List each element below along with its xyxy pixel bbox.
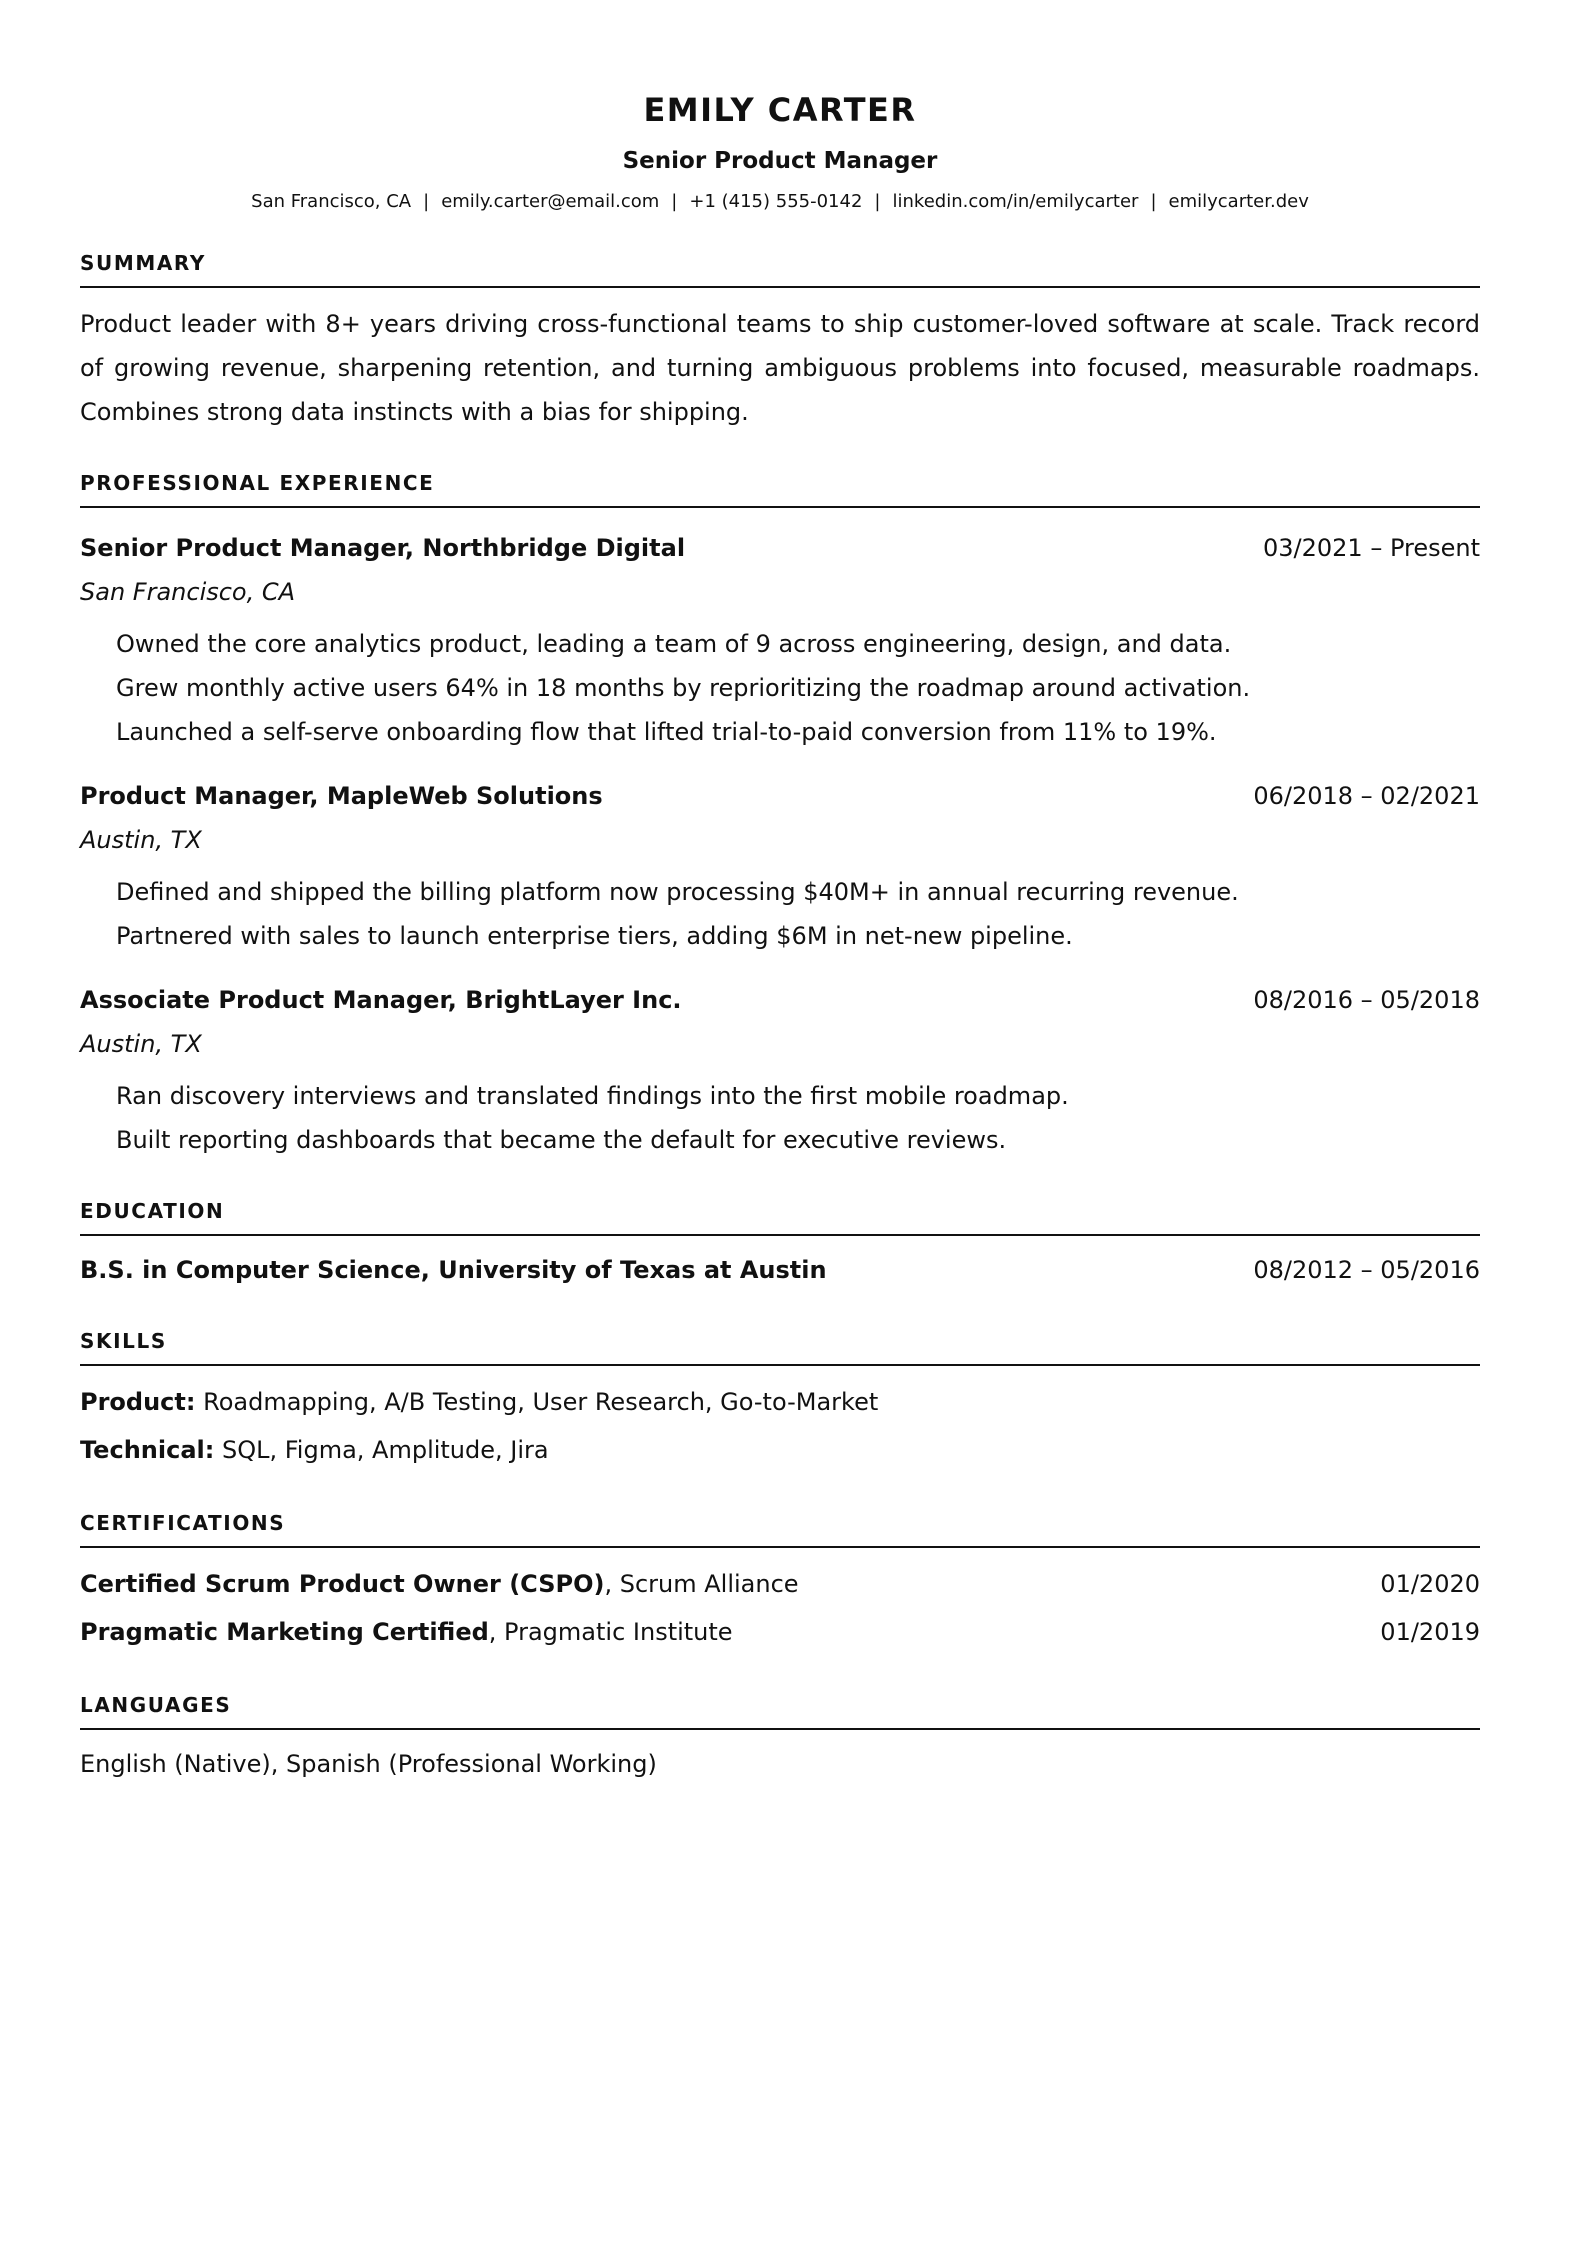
contact-website[interactable]: emilycarter.dev: [1168, 191, 1309, 212]
job-bullet: Ran discovery interviews and translated findings into the first mobile roadmap.: [116, 1082, 1069, 1110]
candidate-title: Senior Product Manager: [622, 148, 938, 174]
skill-value: SQL, Figma, Amplitude, Jira: [214, 1436, 549, 1464]
job-dates: 08/2016 – 05/2018: [1253, 986, 1480, 1014]
job-dates: 03/2021 – Present: [1262, 534, 1480, 562]
job-location: Austin, TX: [80, 826, 202, 854]
section-heading-summary: SUMMARY: [80, 250, 1480, 288]
job-entry: [80, 774, 1480, 958]
certification-date: 01/2019: [1380, 1618, 1480, 1646]
education-dates: 08/2012 – 05/2016: [1253, 1256, 1480, 1284]
skill-row: [80, 1378, 1480, 1426]
education-entry: [80, 1248, 1480, 1292]
education-section: [80, 1198, 1480, 1292]
contact-separator: |: [1150, 191, 1157, 212]
job-role: Associate Product Manager, BrightLayer Inc.: [80, 986, 682, 1014]
section-heading-certifications: CERTIFICATIONS: [80, 1510, 1480, 1548]
job-bullet: Partnered with sales to launch enterprise tiers, adding $6M in net-new pipeline.: [116, 922, 1073, 950]
summary-section: [80, 250, 1480, 434]
job-bullets: [80, 870, 1480, 958]
job-entry: [80, 978, 1480, 1162]
certification-name: Certified Scrum Product Owner (CSPO): [80, 1570, 605, 1598]
job-list: [80, 526, 1480, 1162]
job-bullet: Built reporting dashboards that became the default for executive reviews.: [116, 1126, 1007, 1154]
job-location: San Francisco, CA: [80, 578, 296, 606]
languages-text-row: [80, 1742, 1480, 1786]
contact-line: [80, 190, 1480, 214]
candidate-name: EMILY CARTER: [643, 91, 917, 129]
job-bullets: [80, 622, 1480, 754]
languages-text: English (Native), Spanish (Professional Working): [80, 1750, 657, 1778]
certifications-list: [80, 1560, 1480, 1656]
section-heading-skills: SKILLS: [80, 1328, 1480, 1366]
job-bullet: Owned the core analytics product, leading a team of 9 across engineering, design, and data.: [116, 630, 1232, 658]
job-role: Senior Product Manager, Northbridge Digital: [80, 534, 686, 562]
certification-entry: [80, 1608, 1480, 1656]
job-role: Product Manager, MapleWeb Solutions: [80, 782, 603, 810]
skills-section: [80, 1328, 1480, 1474]
skill-value: Roadmapping, A/B Testing, User Research, Go-to-Market: [195, 1388, 879, 1416]
section-heading-languages: LANGUAGES: [80, 1692, 1480, 1730]
job-location: Austin, TX: [80, 1030, 202, 1058]
job-dates: 06/2018 – 02/2021: [1253, 782, 1480, 810]
summary-text: Product leader with 8+ years driving cross-functional teams to ship customer-loved software at scale. Track record of growing revenue, sharpening retention, and turning ambiguous problems into focused, measurable roadmaps. Combines strong data instincts with a bias for shipping.: [80, 310, 1480, 426]
job-bullet: Grew monthly active users 64% in 18 months by reprioritizing the roadmap around activation.: [116, 674, 1251, 702]
skill-label: Product:: [80, 1388, 196, 1416]
skill-label: Technical:: [80, 1436, 215, 1464]
certification-issuer: , Pragmatic Institute: [488, 1618, 733, 1646]
certification-issuer: , Scrum Alliance: [604, 1570, 799, 1598]
job-bullet: Defined and shipped the billing platform now processing $40M+ in annual recurring revenue.: [116, 878, 1239, 906]
job-bullets: [80, 1074, 1480, 1162]
certification-entry: [80, 1560, 1480, 1608]
certifications-section: [80, 1510, 1480, 1656]
education-degree: B.S. in Computer Science, University of Texas at Austin: [80, 1256, 827, 1284]
certification-date: 01/2020: [1380, 1570, 1480, 1598]
contact-phone[interactable]: +1 (415) 555-0142: [689, 191, 863, 212]
resume-header: [80, 88, 1480, 214]
certification-name: Pragmatic Marketing Certified: [80, 1618, 489, 1646]
experience-section: [80, 470, 1480, 1162]
job-bullet: Launched a self-serve onboarding flow that lifted trial-to-paid conversion from 11% to 19%.: [116, 718, 1217, 746]
languages-section: [80, 1692, 1480, 1786]
contact-separator: |: [423, 191, 430, 212]
contact-location: San Francisco, CA: [251, 191, 412, 212]
section-heading-experience: PROFESSIONAL EXPERIENCE: [80, 470, 1480, 508]
contact-separator: |: [874, 191, 881, 212]
job-entry: [80, 526, 1480, 754]
contact-email[interactable]: emily.carter@email.com: [441, 191, 660, 212]
skill-row: [80, 1426, 1480, 1474]
section-heading-education: EDUCATION: [80, 1198, 1480, 1236]
contact-separator: |: [671, 191, 678, 212]
skills-list: [80, 1378, 1480, 1474]
contact-linkedin[interactable]: linkedin.com/in/emilycarter: [892, 191, 1139, 212]
